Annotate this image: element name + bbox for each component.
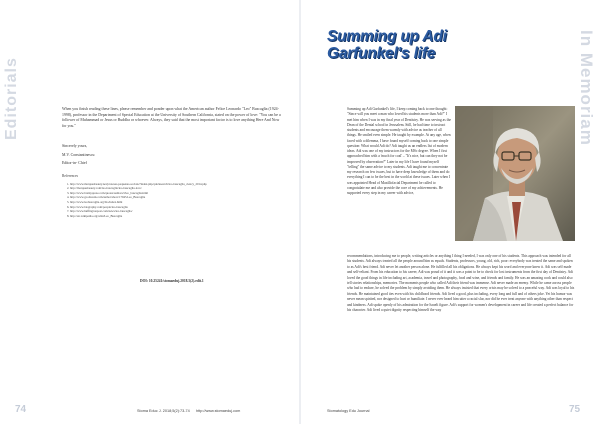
reference-item[interactable]: 2. http://marquesbeauty.com/leo-buscaglia/leo-buscaglia-love/ xyxy=(70,186,282,191)
portrait-illustration xyxy=(455,106,575,241)
references-title: References xyxy=(62,174,78,178)
page-number-left: 74 xyxy=(15,404,27,415)
article-title: Summing up Adi Garfunkel's life xyxy=(327,28,447,62)
reference-item[interactable]: 6. http://www.biography.com/people/leo-buscaglia xyxy=(70,205,282,210)
references-list xyxy=(62,182,282,219)
closing-text: Sincerely yours, xyxy=(62,144,88,148)
page-gutter xyxy=(299,0,301,424)
editorial-body-text: When you finish reading these lines, please remember and ponder upon what the American author Felice Leonardo "Leo" Buscaglia (1924-1998), professor in the Department of Special Education at the University of Southern California, stated on the power of love: "You can be a follower of Muhammad or Jesus or Buddha or whoever. Always, they said that the most important factor is to love anything Here And Now for you." xyxy=(62,107,281,128)
footer-journal-name: Stomatology Edu Journal xyxy=(327,409,370,413)
doi-text: DOI: 10.25241/stomaeduj.2018.5(2).edit.1 xyxy=(140,279,204,283)
reference-item[interactable]: 4. http://www.goodreads.com/author/show/17945.Leo_Buscaglia xyxy=(70,195,282,200)
in-memoriam-label-text: In Memoriam xyxy=(577,30,596,146)
references-section xyxy=(62,174,282,218)
signature-name: M.V. Constantinescu xyxy=(62,152,95,157)
reference-item[interactable]: 7. http://www.huffingtonpost.com/news/leo-buscaglia/ xyxy=(70,209,282,214)
page-number-right: 75 xyxy=(569,404,581,415)
in-memoriam-side-label xyxy=(576,30,598,150)
editorials-label-text: Editorials xyxy=(3,57,20,140)
editorial-signature xyxy=(62,144,182,170)
reference-item[interactable]: 3. http://www.brainyquote.com/quotes/authors/l/leo_buscaglia.html xyxy=(70,191,282,196)
reference-item[interactable]: 8. http://en.wikipedia.org/wiki/Leo_Buscaglia xyxy=(70,214,282,219)
portrait-photo xyxy=(455,106,575,241)
reference-item[interactable]: 1. http://www.marquesbeauty.net/proteses-pequenas-sociais/?index.php/quicksearch/leo-buscaglia_ciency_2014.php xyxy=(70,182,282,187)
signature-role: Editor-in- Chief xyxy=(62,161,87,166)
footer-journal-url[interactable]: http://www.stomaeduj.com xyxy=(196,409,241,413)
editorials-side-label xyxy=(3,30,21,140)
reference-item[interactable]: 5. http://www.leobuscaglia.org/bio/index.html xyxy=(70,200,282,205)
article-column-text: Summing up Adi Garfunkel's life, I keep coming back to one thought: "Since will you meet a man who loved his students more than Adi?" I met him when I was in my final year of Dentistry. He was serving as the Dean of the Dental school in Jerusalem. Still, he had time to instruct students and encourage them warmly with advice as teacher of all things. He smiled even simple. He taught by example. At any age, when faced with a dilemma, I have found myself coming back to one simple question: What would Adi do? Adi taught us an endless list of modern ideas. Adi was one of my instructors for the MSc degree. When I first approached him with a 'much for coal' – "It's nice, but can they not be improved by observation?" Later in my life I have found myself "telling" the same advice to my students. Adi taught me to concentrate my research on few issues, but to have deep knowledge of them and do everything I can to be the best in the world at these issues. Later when I was appointed Head of Maxillofacial Department he called to congratulate me and also provide the core of my achievements. He supported every step in my career with advice, xyxy=(347,107,451,195)
article-full-width-text: recommendations, introducing me to people, writing articles or anything I thing I needed, I was only one of his students. This approach was intended for all his students. Adi always treated all the people around him as equals. Students, professors, young, old, rich, poor: everybody was treated the same and spoken to as Adi's best friend. Adi never let another person alone. He fulfilled all his obligations. He always kept his word and everyone knew it. Adi was self made and self-reliant. From his education to his career, Adi was proud of it and it was a point to be to check for lost instruments from the first day of Dentistry. Adi loved the good things in life including art, academia, travel and photography, food and wine, and friends and family. He was an amazing cook and could also tell stories relationships, memories. The moments people who called Adi their friend was immense. Adi never made an enemy. While he came across people who had to endure, he solved the problem by simply avoiding them. He always insisted that every crisis may be solved to a peaceful way. Adi was loyal to his friends. He maintained good ties even with his childhood friends. Adi lived a good, plus including, every long and full and of others joke. Yet his humor was never mean spirited, nor designed to hurt or humiliate. I never ever heard him utter a racial slur, nor did he ever treat anyone with anything other than respect and kindness. Adi spoke openly of his admiration for the Israeli figure. Adi's support for women's development in career and life created a perfect balance for his character. Adi lived a quiet dignity respecting himself the way xyxy=(347,254,575,313)
footer-journal-citation: Stoma Educ J. 2018;5(2):73-74 xyxy=(137,409,190,413)
